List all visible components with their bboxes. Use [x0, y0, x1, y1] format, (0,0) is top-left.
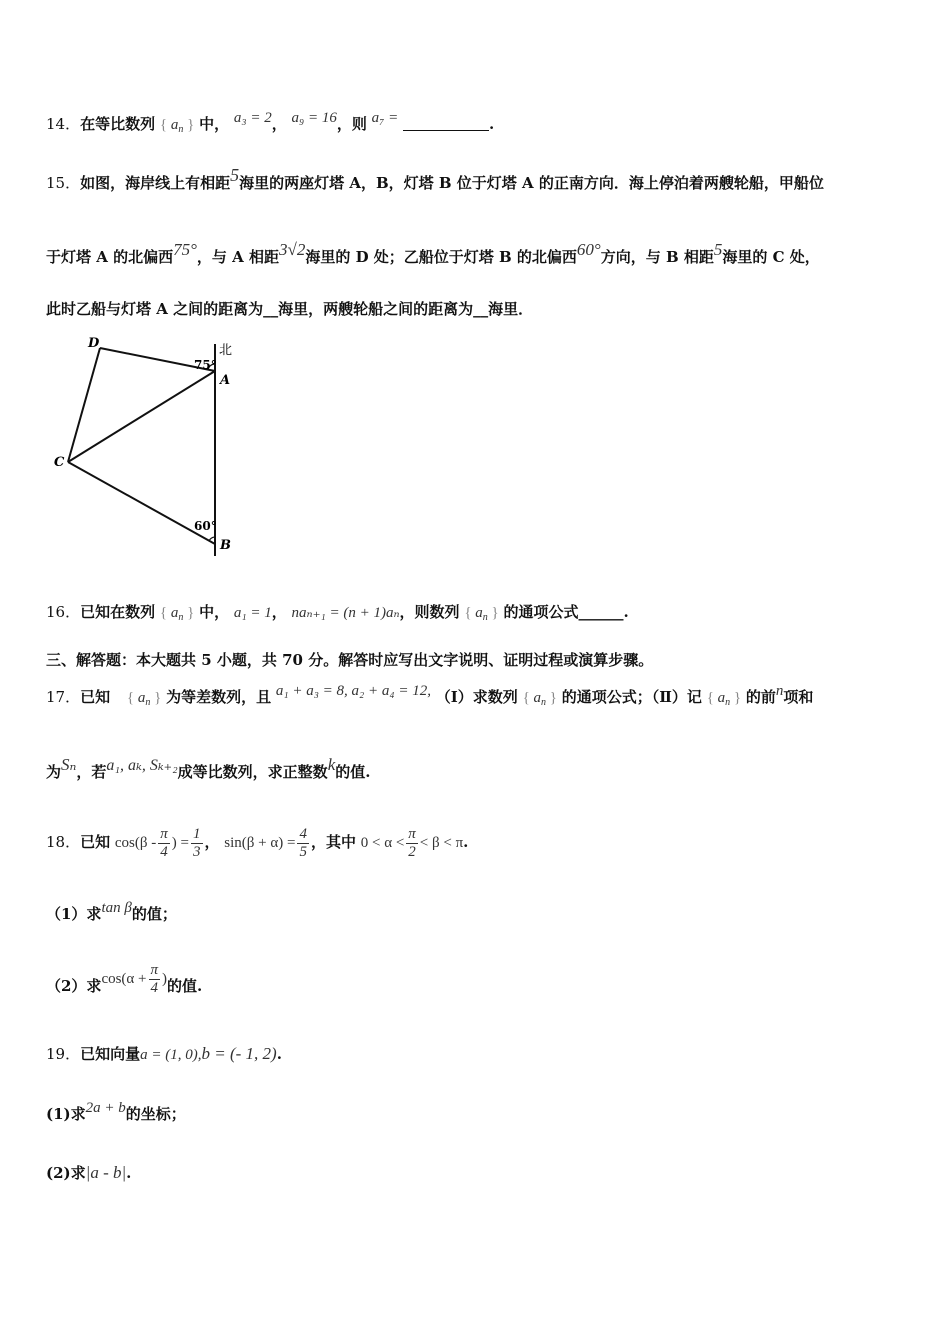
fraction-pi-over-4: $\frac{\pi}{4}$: [160, 825, 168, 860]
seq-an: { $a_n$ }: [126, 690, 162, 708]
question-17-line-2: 为Sₙ，若a₁, aₖ, Sₖ₊₂成等比数列，求正整数k的值.: [46, 755, 371, 781]
question-15-line-2: 于灯塔 A 的北偏西75°，与 A 相距3√2海里的 D 处；乙船位于灯塔 B 的北偏西60°方向，与 B 相距5海里的 C 处，: [46, 240, 820, 266]
vector-a: a = (1, 0),: [140, 1047, 202, 1063]
geometry-figure: [50, 334, 250, 562]
math-expr: 2a + b: [85, 1100, 126, 1116]
math-expr: sin(β + α) =: [224, 835, 296, 851]
seq-an: { $a_n$ }: [706, 690, 742, 708]
math-expr: 75°: [173, 240, 197, 259]
label-C: C: [54, 455, 65, 470]
label-D: D: [88, 336, 100, 351]
question-number: 17．: [46, 688, 81, 706]
math-expr: Sₙ: [61, 755, 77, 774]
question-number: 15．: [46, 174, 81, 192]
math-expr: a₃ = 2: [233, 110, 272, 126]
fraction-pi-over-4: $\frac{\pi}{4}$: [150, 961, 159, 996]
question-number: 19．: [46, 1045, 81, 1063]
seq-an: { $a_n$ }: [159, 117, 195, 135]
math-expr: 5: [230, 165, 240, 185]
angle-label-B: 60°: [194, 519, 217, 533]
angle-label-A: 75°: [194, 358, 217, 372]
section-header: 三、解答题：本大题共 5 小题，共 70 分。解答时应写出文字说明、证明过程或演算步骤。: [46, 651, 654, 669]
answer-blank: [403, 116, 489, 131]
math-expr: 5: [713, 240, 723, 259]
label-B: B: [220, 538, 231, 553]
math-expr: cos(β -: [114, 835, 157, 851]
math-expr: a₁, aₖ, Sₖ₊₂: [106, 757, 178, 774]
question-15-line-3: 此时乙船与灯塔 A 之间的距离为__海里，两艘轮船之间的距离为__海里．: [46, 300, 534, 318]
question-15-line-1: 15．如图，海岸线上有相距5海里的两座灯塔 A，B，灯塔 B 位于灯塔 A 的正南方向．海上停泊着两艘轮船，甲船位: [46, 165, 824, 192]
seq-an: { $a_n$ }: [159, 605, 195, 623]
math-expr: n: [775, 683, 784, 699]
seq-an: { $a_n$ }: [522, 690, 557, 708]
math-expr: tan β: [101, 900, 132, 916]
math-expr: a₁ + a₃ = 8, a₂ + a₄ = 12,: [275, 683, 431, 699]
seq-an: { $a_n$ }: [464, 605, 499, 623]
math-expr: cos(α +: [101, 971, 147, 987]
question-17-line-1: 17．已知 { $a_n$ } 为等差数列，且 a₁ + a₃ = 8, a₂ + a₄ = 12, （Ⅰ）求数列 { $a_n$ } 的通项公式；（Ⅱ）记 { $a_n$ } 的前n项和: [46, 683, 814, 708]
question-18-part-1: （1）求tan β的值；: [46, 900, 177, 923]
question-text: 中，: [199, 115, 230, 133]
segment-CB: [68, 462, 215, 544]
question-16: 16．已知在数列 { $a_n$ } 中， a₁ = 1， naₙ₊₁ = (n + 1)aₙ，则数列 { $a_n$ } 的通项公式______.: [46, 603, 629, 623]
question-text: 在等比数列: [80, 115, 156, 133]
question-19-part-1: (1)求2a + b的坐标；: [46, 1100, 186, 1123]
question-19: 19．已知向量a = (1, 0),b = (- 1, 2).: [46, 1044, 282, 1063]
fraction-4-over-5: $\frac{4}{5}$: [299, 825, 307, 860]
math-expr: 3√2: [279, 240, 306, 259]
fraction-1-over-3: $\frac{1}{3}$: [193, 825, 201, 860]
question-number: 18．: [46, 833, 81, 851]
question-18: 18．已知 cos(β - $\frac{\pi}{4}$ ) = $\frac{1}{3}$ ， sin(β + α) = $\frac{4}{5}$ ，其中 0 < α < $\frac{\pi}{2}$ < β < π.: [46, 825, 469, 860]
answer-blank: ______: [578, 603, 624, 621]
label-A: A: [220, 373, 231, 388]
math-expr: < β < π: [419, 835, 464, 851]
math-expr: a₇ =: [371, 110, 399, 126]
question-number: 14．: [46, 115, 81, 133]
fraction-pi-over-2: $\frac{\pi}{2}$: [408, 825, 416, 860]
vector-b: b = (- 1, 2): [201, 1044, 277, 1063]
math-expr: naₙ₊₁ = (n + 1)aₙ: [291, 605, 400, 621]
math-expr: 0 < α <: [360, 835, 405, 851]
question-19-part-2: (2)求|a - b|.: [46, 1163, 132, 1182]
math-expr: a₉ = 16: [291, 110, 337, 126]
label-north: 北: [219, 343, 233, 358]
question-14: 14．在等比数列 { $a_n$ } 中， a₃ = 2， a₉ = 16，则 a₇ = .: [46, 110, 495, 135]
question-text: ，则: [336, 115, 367, 133]
math-expr: 60°: [576, 240, 601, 259]
question-18-part-2: （2）求cos(α + $\frac{\pi}{4}$ )的值.: [46, 961, 203, 996]
math-expr: k: [327, 755, 336, 774]
question-number: 16．: [46, 603, 81, 621]
math-expr: |a - b|: [85, 1163, 127, 1182]
math-expr: a₁ = 1: [233, 605, 272, 621]
